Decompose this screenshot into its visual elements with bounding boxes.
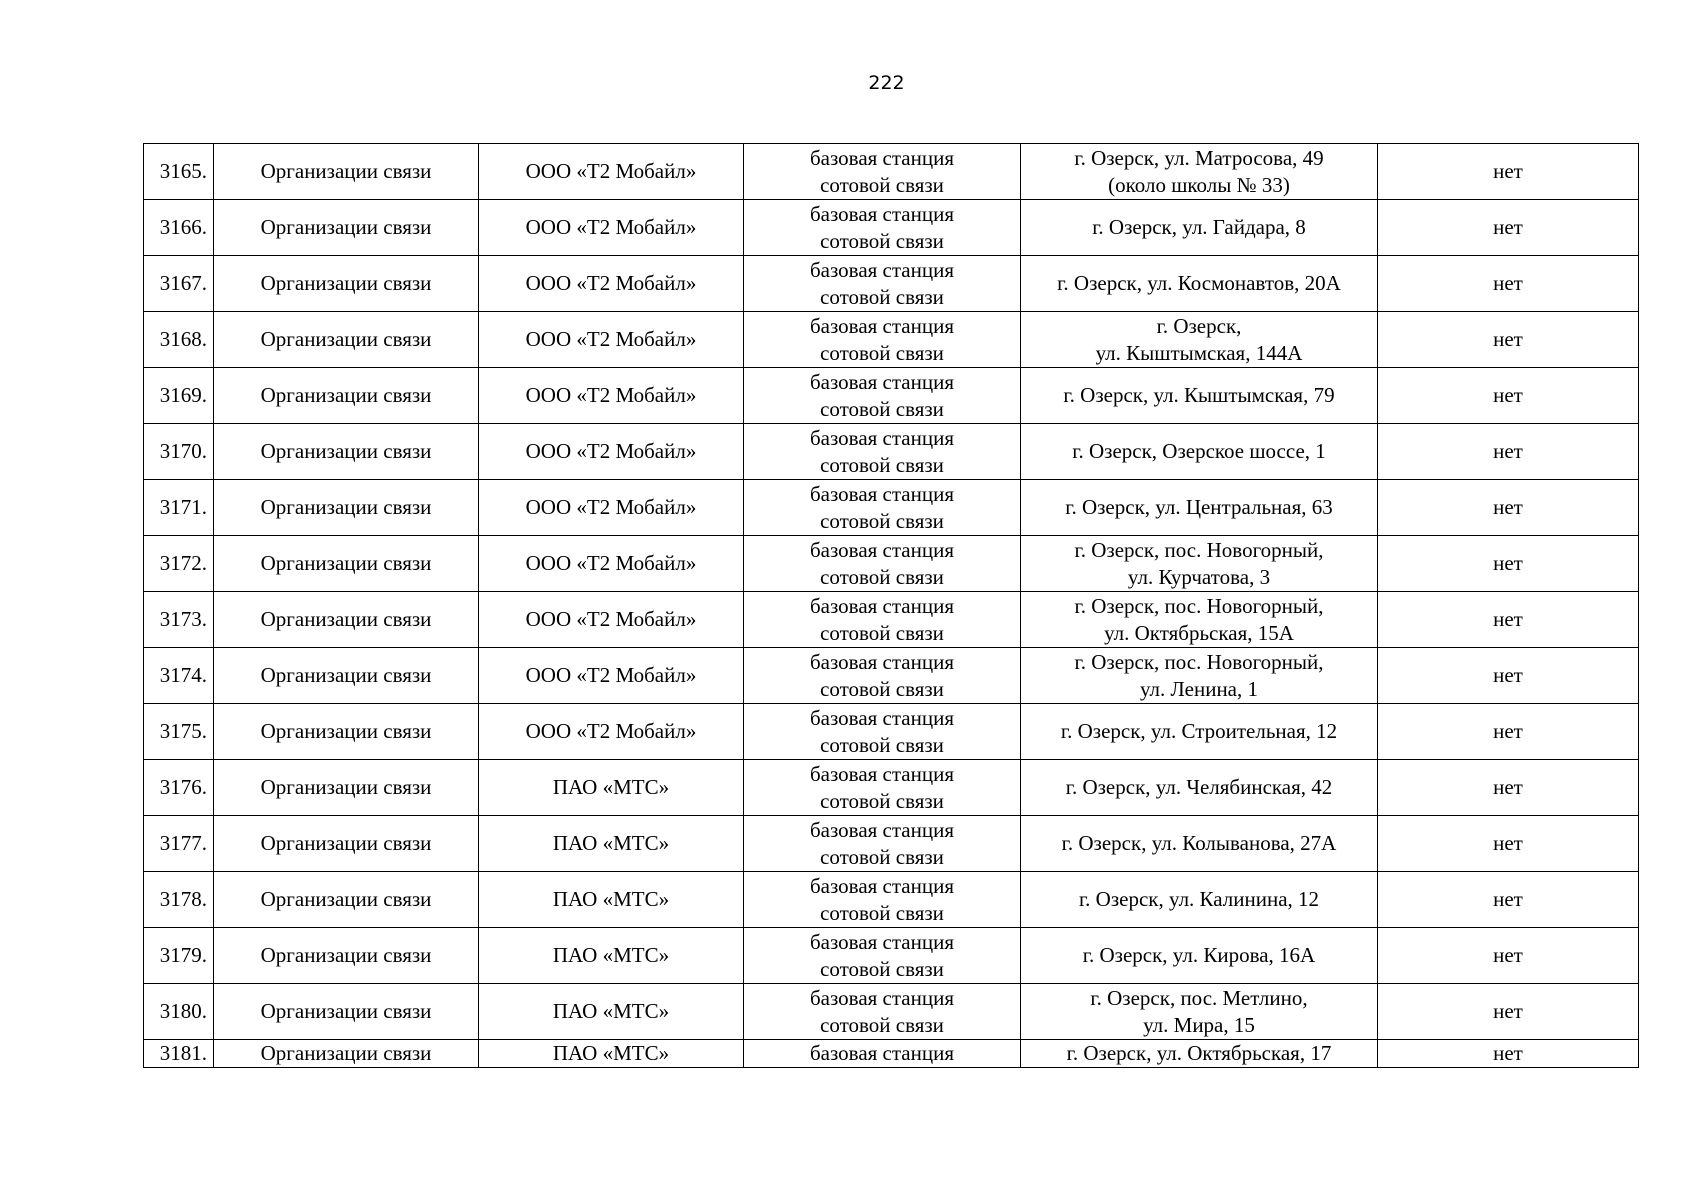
operator-cell: ООО «Т2 Мобайл» <box>479 424 744 480</box>
note-cell: нет <box>1378 368 1639 424</box>
object-line: сотовой связи <box>820 284 944 309</box>
page-number: 222 <box>868 72 905 94</box>
address-line: ул. Октябрьская, 15А <box>1104 620 1294 645</box>
address-cell <box>1021 1040 1378 1068</box>
object-cell <box>744 368 1021 424</box>
address-line: г. Озерск, ул. Космонавтов, 20А <box>1057 271 1341 295</box>
table-row <box>144 648 1639 704</box>
row-number-cell: 3180. <box>144 984 214 1040</box>
address-cell <box>1021 872 1378 928</box>
object-line: сотовой связи <box>820 732 944 757</box>
note-cell: нет <box>1378 1040 1639 1068</box>
object-line: сотовой связи <box>820 788 944 813</box>
address-cell <box>1021 256 1378 312</box>
table-row <box>144 200 1639 256</box>
category-cell: Организации связи <box>214 928 479 984</box>
table-row <box>144 872 1639 928</box>
object-cell <box>744 1040 1021 1068</box>
object-line: сотовой связи <box>820 564 944 589</box>
operator-cell: ООО «Т2 Мобайл» <box>479 592 744 648</box>
object-line: базовая станция <box>810 425 954 450</box>
object-line: сотовой связи <box>820 844 944 869</box>
address-cell <box>1021 984 1378 1040</box>
operator-cell: ООО «Т2 Мобайл» <box>479 144 744 200</box>
table-row <box>144 816 1639 872</box>
operator-cell: ООО «Т2 Мобайл» <box>479 704 744 760</box>
note-cell: нет <box>1378 648 1639 704</box>
address-line: ул. Курчатова, 3 <box>1127 564 1271 589</box>
row-number-cell: 3175. <box>144 704 214 760</box>
row-number-cell: 3170. <box>144 424 214 480</box>
operator-cell: ПАО «МТС» <box>479 816 744 872</box>
note-cell: нет <box>1378 592 1639 648</box>
address-line: г. Озерск, ул. Калинина, 12 <box>1078 887 1320 911</box>
address-line: г. Озерск, ул. Строительная, 12 <box>1060 719 1338 743</box>
address-cell <box>1021 368 1378 424</box>
object-line: базовая станция <box>810 929 954 954</box>
object-cell <box>744 872 1021 928</box>
object-line: базовая станция <box>810 705 954 730</box>
object-cell <box>744 480 1021 536</box>
operator-cell: ПАО «МТС» <box>479 984 744 1040</box>
object-line: сотовой связи <box>820 396 944 421</box>
object-line: базовая станция <box>810 1041 954 1065</box>
row-number-cell: 3167. <box>144 256 214 312</box>
table-row <box>144 536 1639 592</box>
object-line: сотовой связи <box>820 452 944 477</box>
address-line: г. Озерск, ул. Октябрьская, 17 <box>1066 1041 1332 1065</box>
address-line: ул. Ленина, 1 <box>1139 676 1258 701</box>
note-cell: нет <box>1378 816 1639 872</box>
row-number-cell: 3178. <box>144 872 214 928</box>
address-cell <box>1021 536 1378 592</box>
row-number-cell: 3174. <box>144 648 214 704</box>
note-cell: нет <box>1378 984 1639 1040</box>
object-cell <box>744 592 1021 648</box>
category-cell: Организации связи <box>214 480 479 536</box>
object-line: базовая станция <box>810 593 954 618</box>
object-line: сотовой связи <box>820 228 944 253</box>
row-number-cell: 3166. <box>144 200 214 256</box>
table-row <box>144 480 1639 536</box>
address-line: г. Озерск, ул. Гайдара, 8 <box>1092 215 1306 239</box>
object-cell <box>744 144 1021 200</box>
address-cell <box>1021 200 1378 256</box>
object-line: базовая станция <box>810 817 954 842</box>
operator-cell: ООО «Т2 Мобайл» <box>479 256 744 312</box>
operator-cell: ПАО «МТС» <box>479 872 744 928</box>
object-line: базовая станция <box>810 761 954 786</box>
category-cell: Организации связи <box>214 144 479 200</box>
table-row <box>144 144 1639 200</box>
table-row <box>144 368 1639 424</box>
category-cell: Организации связи <box>214 592 479 648</box>
row-number-cell: 3177. <box>144 816 214 872</box>
object-cell <box>744 760 1021 816</box>
operator-cell: ООО «Т2 Мобайл» <box>479 648 744 704</box>
table-row <box>144 1040 1639 1068</box>
registry-table <box>143 143 1639 1068</box>
note-cell: нет <box>1378 872 1639 928</box>
object-cell <box>744 536 1021 592</box>
address-line: ул. Мира, 15 <box>1143 1012 1255 1037</box>
category-cell: Организации связи <box>214 648 479 704</box>
object-line: сотовой связи <box>820 956 944 981</box>
object-cell <box>744 256 1021 312</box>
object-line: базовая станция <box>810 537 954 562</box>
address-line: г. Озерск, Озерское шоссе, 1 <box>1072 439 1326 463</box>
object-line: сотовой связи <box>820 508 944 533</box>
object-line: базовая станция <box>810 481 954 506</box>
registry-table-body <box>144 144 1639 1068</box>
row-number-cell: 3173. <box>144 592 214 648</box>
object-line: базовая станция <box>810 201 954 226</box>
table-row <box>144 760 1639 816</box>
table-row <box>144 424 1639 480</box>
row-number-cell: 3169. <box>144 368 214 424</box>
operator-cell: ООО «Т2 Мобайл» <box>479 480 744 536</box>
row-number-cell: 3179. <box>144 928 214 984</box>
category-cell: Организации связи <box>214 200 479 256</box>
object-line: базовая станция <box>810 313 954 338</box>
object-line: сотовой связи <box>820 900 944 925</box>
object-cell <box>744 704 1021 760</box>
object-line: сотовой связи <box>820 676 944 701</box>
table-row <box>144 592 1639 648</box>
table-row <box>144 256 1639 312</box>
object-cell <box>744 312 1021 368</box>
note-cell: нет <box>1378 928 1639 984</box>
category-cell: Организации связи <box>214 424 479 480</box>
category-cell: Организации связи <box>214 1040 479 1068</box>
object-line: сотовой связи <box>820 620 944 645</box>
operator-cell: ООО «Т2 Мобайл» <box>479 368 744 424</box>
note-cell: нет <box>1378 760 1639 816</box>
note-cell: нет <box>1378 200 1639 256</box>
operator-cell: ПАО «МТС» <box>479 1040 744 1068</box>
category-cell: Организации связи <box>214 536 479 592</box>
address-line: г. Озерск, ул. Челябинская, 42 <box>1065 775 1333 799</box>
table-row <box>144 928 1639 984</box>
table-row <box>144 984 1639 1040</box>
address-cell <box>1021 592 1378 648</box>
row-number-cell: 3181. <box>144 1040 214 1068</box>
note-cell: нет <box>1378 480 1639 536</box>
address-line: ул. Кыштымская, 144А <box>1095 340 1303 365</box>
address-cell <box>1021 704 1378 760</box>
operator-cell: ООО «Т2 Мобайл» <box>479 200 744 256</box>
operator-cell: ООО «Т2 Мобайл» <box>479 312 744 368</box>
category-cell: Организации связи <box>214 760 479 816</box>
address-line: г. Озерск, пос. Новогорный, <box>1074 593 1324 618</box>
note-cell: нет <box>1378 312 1639 368</box>
note-cell: нет <box>1378 256 1639 312</box>
row-number-cell: 3176. <box>144 760 214 816</box>
category-cell: Организации связи <box>214 368 479 424</box>
object-cell <box>744 424 1021 480</box>
category-cell: Организации связи <box>214 256 479 312</box>
category-cell: Организации связи <box>214 872 479 928</box>
object-line: базовая станция <box>810 873 954 898</box>
object-line: базовая станция <box>810 257 954 282</box>
operator-cell: ПАО «МТС» <box>479 928 744 984</box>
category-cell: Организации связи <box>214 704 479 760</box>
object-line: базовая станция <box>810 985 954 1010</box>
object-line: сотовой связи <box>820 172 944 197</box>
object-cell <box>744 816 1021 872</box>
address-line: г. Озерск, ул. Колыванова, 27А <box>1061 831 1337 855</box>
address-cell <box>1021 480 1378 536</box>
row-number-cell: 3172. <box>144 536 214 592</box>
object-cell <box>744 928 1021 984</box>
object-line: сотовой связи <box>820 340 944 365</box>
note-cell: нет <box>1378 424 1639 480</box>
object-line: базовая станция <box>810 369 954 394</box>
row-number-cell: 3168. <box>144 312 214 368</box>
address-cell <box>1021 648 1378 704</box>
category-cell: Организации связи <box>214 312 479 368</box>
address-line: г. Озерск, ул. Центральная, 63 <box>1065 495 1333 519</box>
object-cell <box>744 648 1021 704</box>
object-line: сотовой связи <box>820 1012 944 1037</box>
table-row <box>144 312 1639 368</box>
address-cell <box>1021 312 1378 368</box>
object-line: базовая станция <box>810 649 954 674</box>
address-cell <box>1021 424 1378 480</box>
address-line: г. Озерск, пос. Метлино, <box>1090 985 1308 1010</box>
object-cell <box>744 984 1021 1040</box>
address-cell <box>1021 144 1378 200</box>
address-line: г. Озерск, <box>1156 313 1242 338</box>
address-line: г. Озерск, пос. Новогорный, <box>1074 649 1324 674</box>
address-line: г. Озерск, ул. Матросова, 49 <box>1074 145 1324 170</box>
category-cell: Организации связи <box>214 984 479 1040</box>
row-number-cell: 3171. <box>144 480 214 536</box>
category-cell: Организации связи <box>214 816 479 872</box>
address-line: (около школы № 33) <box>1108 172 1290 197</box>
table-row <box>144 704 1639 760</box>
note-cell: нет <box>1378 536 1639 592</box>
note-cell: нет <box>1378 144 1639 200</box>
address-line: г. Озерск, пос. Новогорный, <box>1074 537 1324 562</box>
address-cell <box>1021 928 1378 984</box>
address-line: г. Озерск, ул. Кыштымская, 79 <box>1063 383 1335 407</box>
object-line: базовая станция <box>810 145 954 170</box>
operator-cell: ПАО «МТС» <box>479 760 744 816</box>
operator-cell: ООО «Т2 Мобайл» <box>479 536 744 592</box>
note-cell: нет <box>1378 704 1639 760</box>
address-cell <box>1021 816 1378 872</box>
address-cell <box>1021 760 1378 816</box>
row-number-cell: 3165. <box>144 144 214 200</box>
address-line: г. Озерск, ул. Кирова, 16А <box>1082 943 1316 967</box>
object-cell <box>744 200 1021 256</box>
